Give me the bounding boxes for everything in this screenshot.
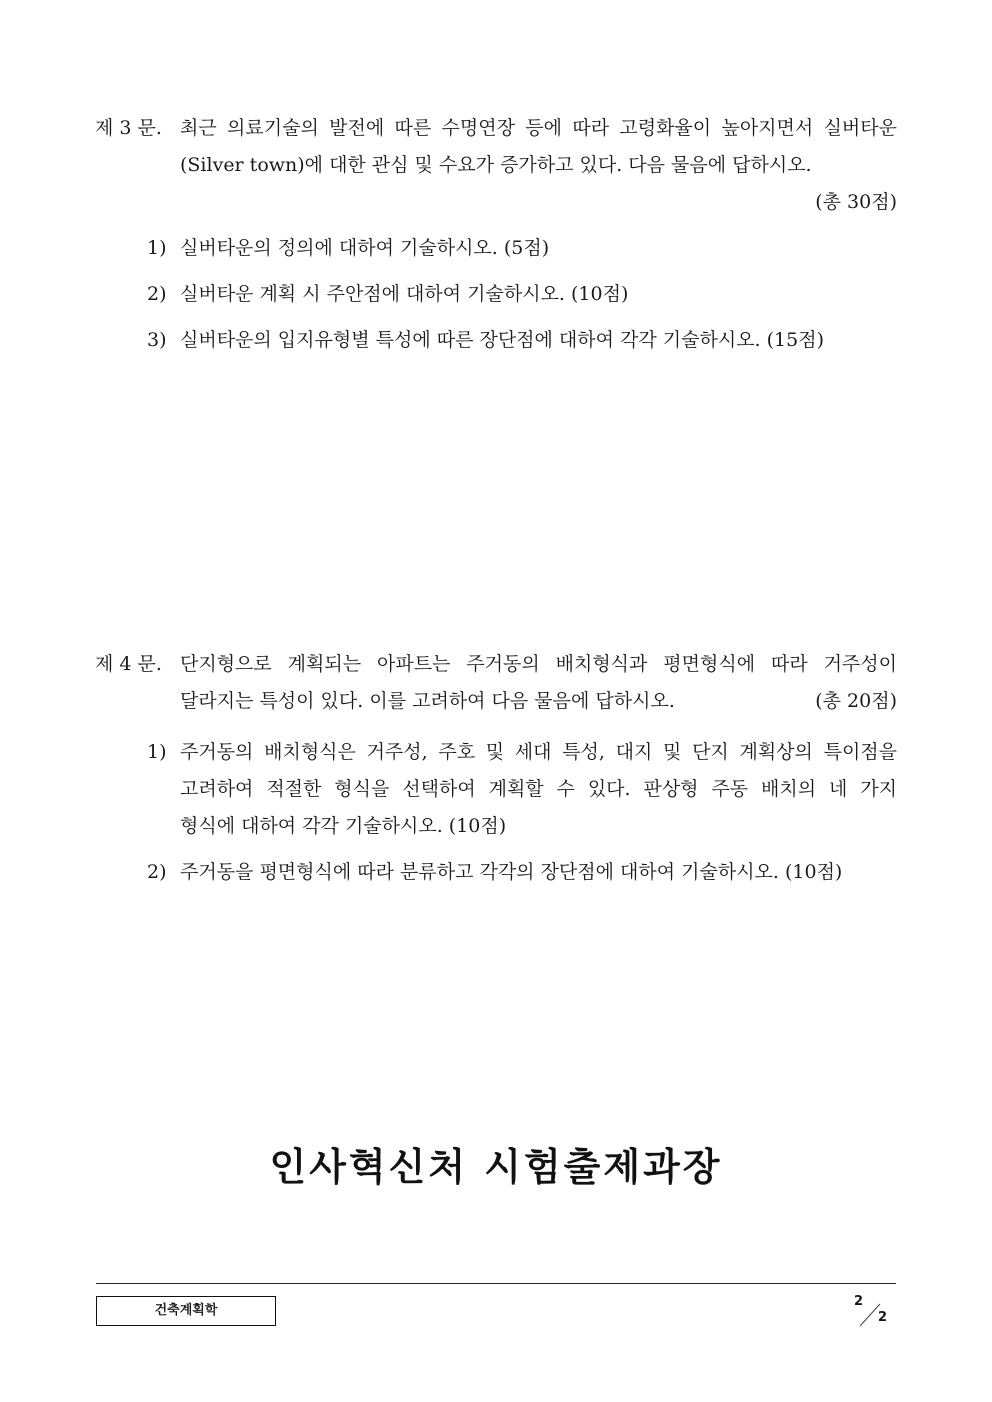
question-4-stem <box>95 646 897 683</box>
question-4 <box>95 646 897 891</box>
item-text: 실버타운의 정의에 대하여 기술하시오. (5점) <box>180 237 550 259</box>
item-text-line-2: 고려하여 적절한 형식을 선택하여 계획할 수 있다. 판상형 주동 배치의 네 가지 <box>180 778 897 800</box>
page-indicator <box>850 1290 895 1330</box>
item-text: 주거동을 평면형식에 따라 분류하고 각각의 장단점에 대하여 기술하시오. (10점) <box>180 861 843 883</box>
item-text-line-3: 형식에 대하여 각각 기술하시오. (10점) <box>180 815 507 837</box>
item-number: 2) <box>147 861 167 883</box>
question-4-line-2: 달라지는 특성이 있다. 이를 고려하여 다음 물음에 답하시오. <box>180 690 675 712</box>
question-4-number: 제 4 문. <box>95 653 162 675</box>
question-4-item-2 <box>95 854 897 891</box>
question-3-item-1 <box>95 230 897 267</box>
question-3 <box>95 110 897 359</box>
item-number: 2) <box>147 283 167 305</box>
question-3-line-2: (Silver town)에 대한 관심 및 수요가 증가하고 있다. 다음 물음에 답하시오. <box>180 154 812 176</box>
page-total: 2 <box>878 1310 888 1325</box>
footer-divider <box>96 1283 896 1284</box>
question-3-item-2 <box>95 276 897 313</box>
item-number: 1) <box>147 237 167 259</box>
item-number: 3) <box>147 329 167 351</box>
item-text: 실버타운의 입지유형별 특성에 따른 장단점에 대하여 각각 기술하시오. (15점) <box>180 329 824 351</box>
question-3-number: 제 3 문. <box>95 117 162 139</box>
item-text-line-1: 주거동의 배치형식은 거주성, 주호 및 세대 특성, 대지 및 단지 계획상의 특이점을 <box>180 741 897 763</box>
question-4-line-1: 단지형으로 계획되는 아파트는 주거동의 배치형식과 평면형식에 따라 거주성이 <box>180 653 897 675</box>
question-3-item-3 <box>95 322 897 359</box>
question-3-line-1: 최근 의료기술의 발전에 따른 수명연장 등에 따라 고령화율이 높아지면서 실버타운 <box>180 117 897 139</box>
question-3-stem <box>95 110 897 147</box>
item-text: 실버타운 계획 시 주안점에 대하여 기술하시오. (10점) <box>180 283 629 305</box>
issuer-title: 인사혁신처 시험출제과장 <box>269 1145 723 1189</box>
item-number: 1) <box>147 741 167 763</box>
question-3-total-score: (총 30점) <box>815 191 897 213</box>
question-4-total-score: (총 20점) <box>815 690 897 712</box>
subject-label: 건축계획학 <box>96 1296 276 1326</box>
question-3-line-2-wrap <box>95 147 897 184</box>
question-4-line-2-wrap <box>95 683 897 720</box>
question-4-item-1 <box>95 734 897 845</box>
page-current: 2 <box>854 1294 864 1309</box>
